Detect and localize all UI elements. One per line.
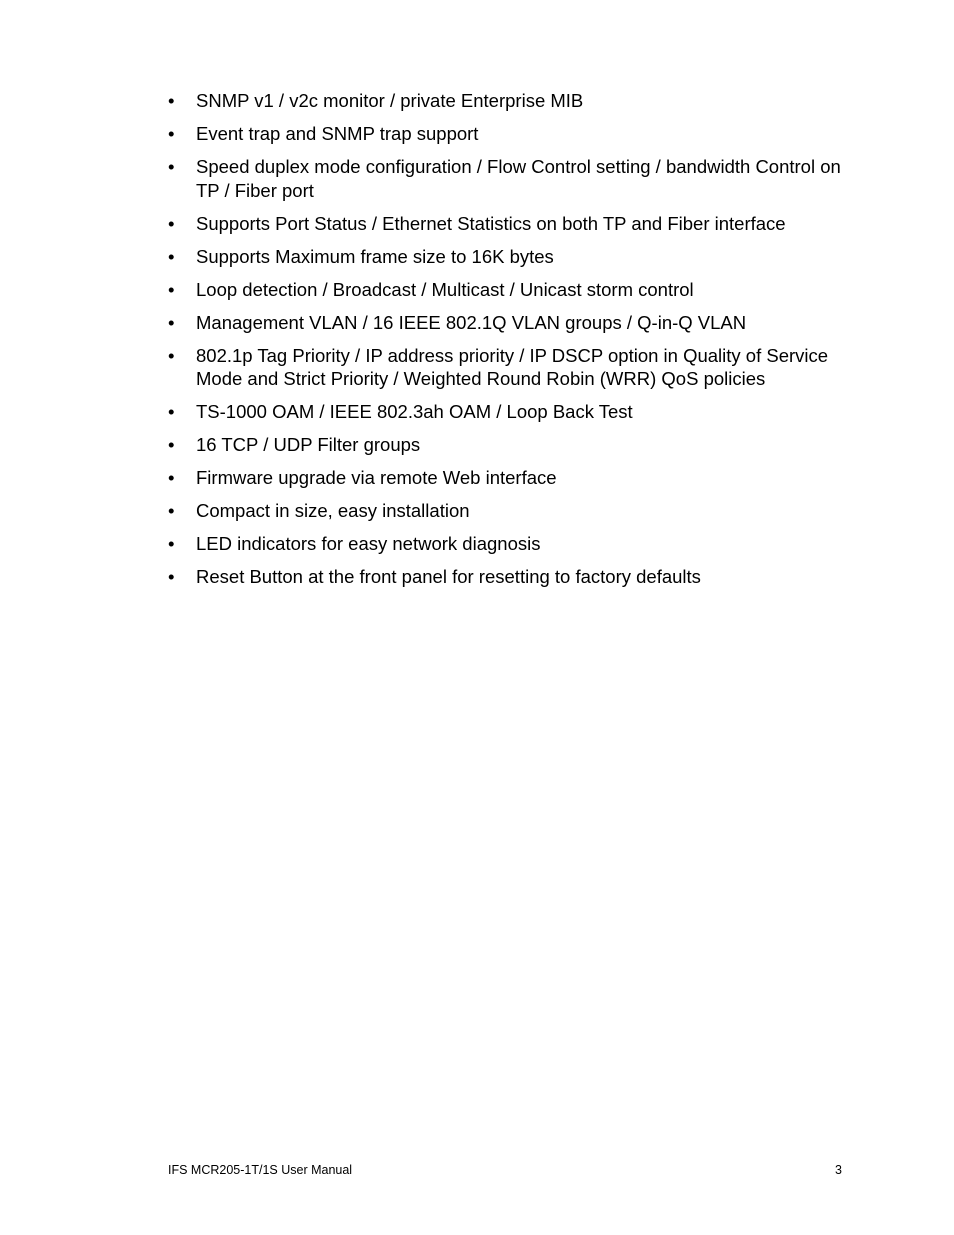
bullet: • (168, 566, 175, 587)
bullet: • (168, 434, 175, 455)
bullet: • (168, 500, 175, 521)
list-item-text: Firmware upgrade via remote Web interface (196, 467, 557, 488)
list-item (166, 155, 856, 202)
list-item-text: Reset Button at the front panel for resetting to factory defaults (196, 566, 701, 587)
list-item-text: 802.1p Tag Priority / IP address priority / IP DSCP option in Quality of Service Mode and Strict Priority / Weighted Round Robin (WRR) QoS policies (196, 344, 829, 389)
feature-list (166, 89, 856, 598)
list-item (166, 532, 856, 556)
list-item-text: Speed duplex mode configuration / Flow Control setting / bandwidth Control on TP / Fiber port (196, 156, 841, 201)
bullet: • (168, 311, 175, 333)
list-item (166, 466, 856, 490)
bullet: • (168, 212, 175, 234)
list-item-text: SNMP v1 / v2c monitor / private Enterprise MIB (196, 90, 584, 111)
list-item (166, 499, 856, 523)
list-item (166, 212, 856, 236)
list-item-text: Compact in size, easy installation (196, 500, 470, 521)
footer-page-number: 3 (835, 1163, 842, 1177)
list-item-text: LED indicators for easy network diagnosis (196, 533, 541, 554)
bullet: • (168, 467, 175, 488)
list-item-text: TS-1000 OAM / IEEE 802.3ah OAM / Loop Back Test (196, 401, 633, 422)
bullet: • (168, 533, 175, 554)
list-item (166, 122, 856, 146)
bullet: • (168, 278, 175, 300)
list-item (166, 433, 856, 457)
list-item-text: 16 TCP / UDP Filter groups (196, 434, 421, 455)
list-item-text: Supports Port Status / Ethernet Statistics on both TP and Fiber interface (196, 212, 786, 234)
list-item (166, 344, 856, 391)
list-item-text: Supports Maximum frame size to 16K bytes (196, 245, 554, 267)
list-item (166, 89, 856, 113)
bullet: • (168, 401, 175, 422)
list-item (166, 565, 856, 589)
footer-manual-title: IFS MCR205-1T/1S User Manual (168, 1163, 353, 1177)
list-item (166, 245, 856, 269)
list-item (166, 311, 856, 335)
bullet: • (168, 123, 175, 144)
bullet: • (168, 344, 175, 366)
list-item-text: Management VLAN / 16 IEEE 802.1Q VLAN groups / Q-in-Q VLAN (196, 311, 747, 333)
list-item (166, 400, 856, 424)
bullet: • (168, 245, 175, 267)
list-item-text: Loop detection / Broadcast / Multicast / Unicast storm control (196, 278, 694, 300)
list-item-text: Event trap and SNMP trap support (196, 123, 479, 144)
bullet: • (168, 156, 175, 177)
bullet: • (168, 90, 175, 111)
list-item (166, 278, 856, 302)
